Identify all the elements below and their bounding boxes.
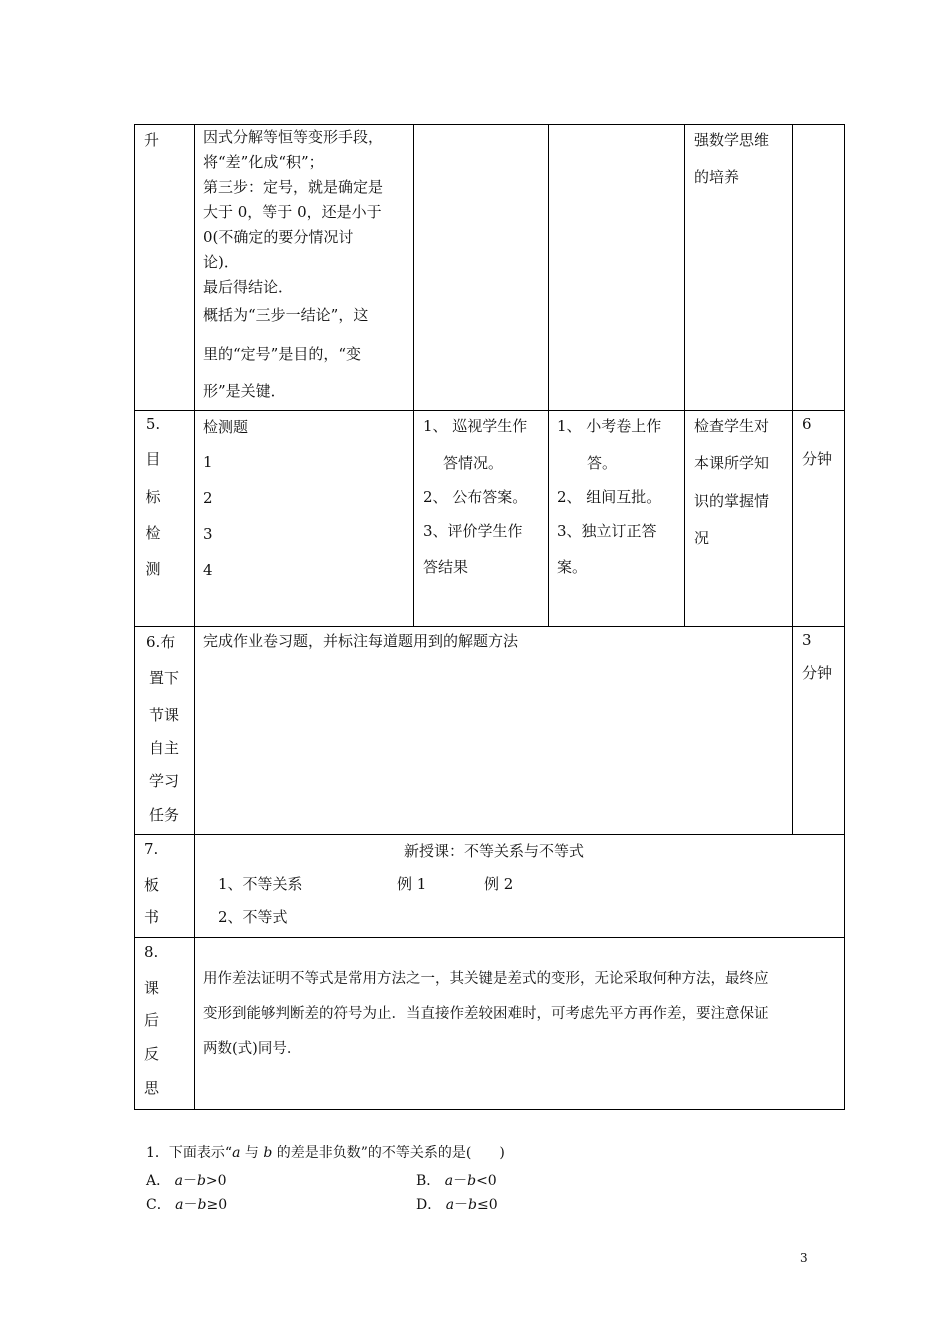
text-line: 答情况。: [443, 454, 504, 472]
text-line: 强数学思维: [694, 131, 770, 149]
relation: ≤0: [477, 1197, 498, 1213]
relation: <0: [476, 1173, 497, 1189]
label-char: 测: [145, 560, 161, 578]
label-line: 自主: [149, 739, 180, 757]
label-line: 反: [144, 1045, 160, 1063]
text-line: 大于 0，等于 0，还是小于: [203, 203, 382, 221]
text-line: 况: [694, 529, 710, 547]
label-char: 5.: [145, 415, 161, 433]
option-b: [416, 1170, 497, 1190]
label-line: 置下: [149, 669, 180, 687]
row1-label: 升: [144, 131, 160, 149]
text-line: 识的掌握情: [694, 492, 770, 510]
stem-text: 与: [240, 1145, 264, 1161]
operator: －: [183, 1197, 198, 1213]
var-b: b: [197, 1197, 207, 1213]
operator: －: [454, 1197, 469, 1213]
text-line: 2、 公布答案。: [423, 488, 528, 506]
var-a: a: [175, 1197, 184, 1213]
text-line: 3、评价学生作: [423, 522, 523, 540]
board-title: 新授课：不等关系与不等式: [404, 842, 585, 860]
text-line: 形”是关键．: [203, 382, 286, 400]
label-char: 标: [145, 488, 161, 506]
var-b: b: [467, 1173, 477, 1189]
text-line: 变形到能够判断差的符号为止．当直接作差较困难时，可考虑先平方再作差，要注意保证: [203, 1006, 769, 1022]
relation: >0: [205, 1173, 227, 1189]
label-line: 学习: [149, 772, 180, 790]
var-b: b: [468, 1197, 478, 1213]
row3-content: 完成作业卷习题，并标注每道题用到的解题方法: [203, 632, 519, 650]
label-line: 板: [144, 876, 160, 894]
label-line: 课: [144, 979, 160, 997]
option-letter: D．: [416, 1197, 442, 1213]
var-a: a: [174, 1173, 183, 1189]
option-letter: A．: [146, 1173, 171, 1189]
text-line: 6: [802, 415, 812, 433]
text-line: 的培养: [694, 168, 740, 186]
label-line: 思: [144, 1079, 160, 1097]
text-line: 将“差”化成“积”；: [203, 153, 324, 171]
text-line: 1、 巡视学生作: [423, 417, 528, 435]
text-line: 4: [203, 561, 213, 579]
operator: －: [453, 1173, 468, 1189]
var-a: a: [445, 1197, 455, 1213]
label-char: 目: [145, 450, 161, 468]
board-item-2: 2、不等式: [218, 908, 288, 926]
stem-text: 1．下面表示“: [146, 1145, 233, 1161]
board-example-1: 例 1: [397, 875, 427, 893]
board-example-2: 例 2: [484, 875, 514, 893]
text-line: 分钟: [802, 664, 833, 682]
text-line: 分钟: [802, 450, 833, 468]
text-line: 检测题: [203, 418, 249, 436]
operator: －: [182, 1173, 197, 1189]
var-a: a: [232, 1145, 241, 1161]
label-line: 后: [144, 1011, 160, 1029]
text-line: 2: [203, 489, 213, 507]
page-number: 3: [800, 1251, 808, 1265]
var-b: b: [263, 1145, 273, 1161]
text-line: 3: [802, 631, 812, 649]
text-line: 3: [203, 525, 213, 543]
option-a: [146, 1170, 227, 1190]
text-line: 1: [203, 453, 213, 471]
label-line: 6.布: [146, 633, 176, 651]
text-line: 答。: [587, 454, 618, 472]
text-line: 里的“定号”是目的，“变: [203, 345, 362, 363]
text-line: 最后得结论．: [203, 278, 294, 296]
text-line: 1、 小考卷上作: [557, 417, 662, 435]
label-line: 7.: [144, 840, 159, 858]
relation: ≥0: [206, 1197, 228, 1213]
option-letter: B．: [416, 1173, 441, 1189]
label-line: 书: [144, 908, 160, 926]
label-line: 任务: [149, 806, 180, 824]
text-line: 第三步：定号，就是确定是: [203, 178, 384, 196]
text-line: 因式分解等恒等变形手段，: [203, 128, 384, 146]
text-line: 3、独立订正答: [557, 522, 657, 540]
question-stem: [146, 1142, 505, 1162]
text-line: 概括为“三步一结论”，这: [203, 306, 369, 324]
stem-text: 的差是非负数”的不等关系的是( ): [272, 1145, 505, 1161]
board-item-1: 1、不等关系: [218, 875, 303, 893]
var-a: a: [444, 1173, 454, 1189]
option-letter: C．: [146, 1197, 171, 1213]
option-c: [146, 1194, 227, 1214]
text-line: 论)．: [203, 253, 239, 271]
label-line: 节课: [149, 706, 180, 724]
text-line: 两数(式)同号．: [203, 1041, 302, 1057]
label-line: 8.: [144, 943, 159, 961]
var-b: b: [196, 1173, 206, 1189]
text-line: 检查学生对: [694, 417, 770, 435]
option-d: [416, 1194, 498, 1214]
text-line: 用作差法证明不等式是常用方法之一，其关键是差式的变形，无论采取何种方法，最终应: [203, 971, 769, 987]
text-line: 答结果: [423, 558, 469, 576]
text-line: 本课所学知: [694, 454, 770, 472]
text-line: 案。: [557, 558, 588, 576]
text-line: 2、 组间互批。: [557, 488, 662, 506]
label-char: 检: [145, 524, 161, 542]
text-line: 0(不确定的要分情况讨: [203, 228, 354, 246]
